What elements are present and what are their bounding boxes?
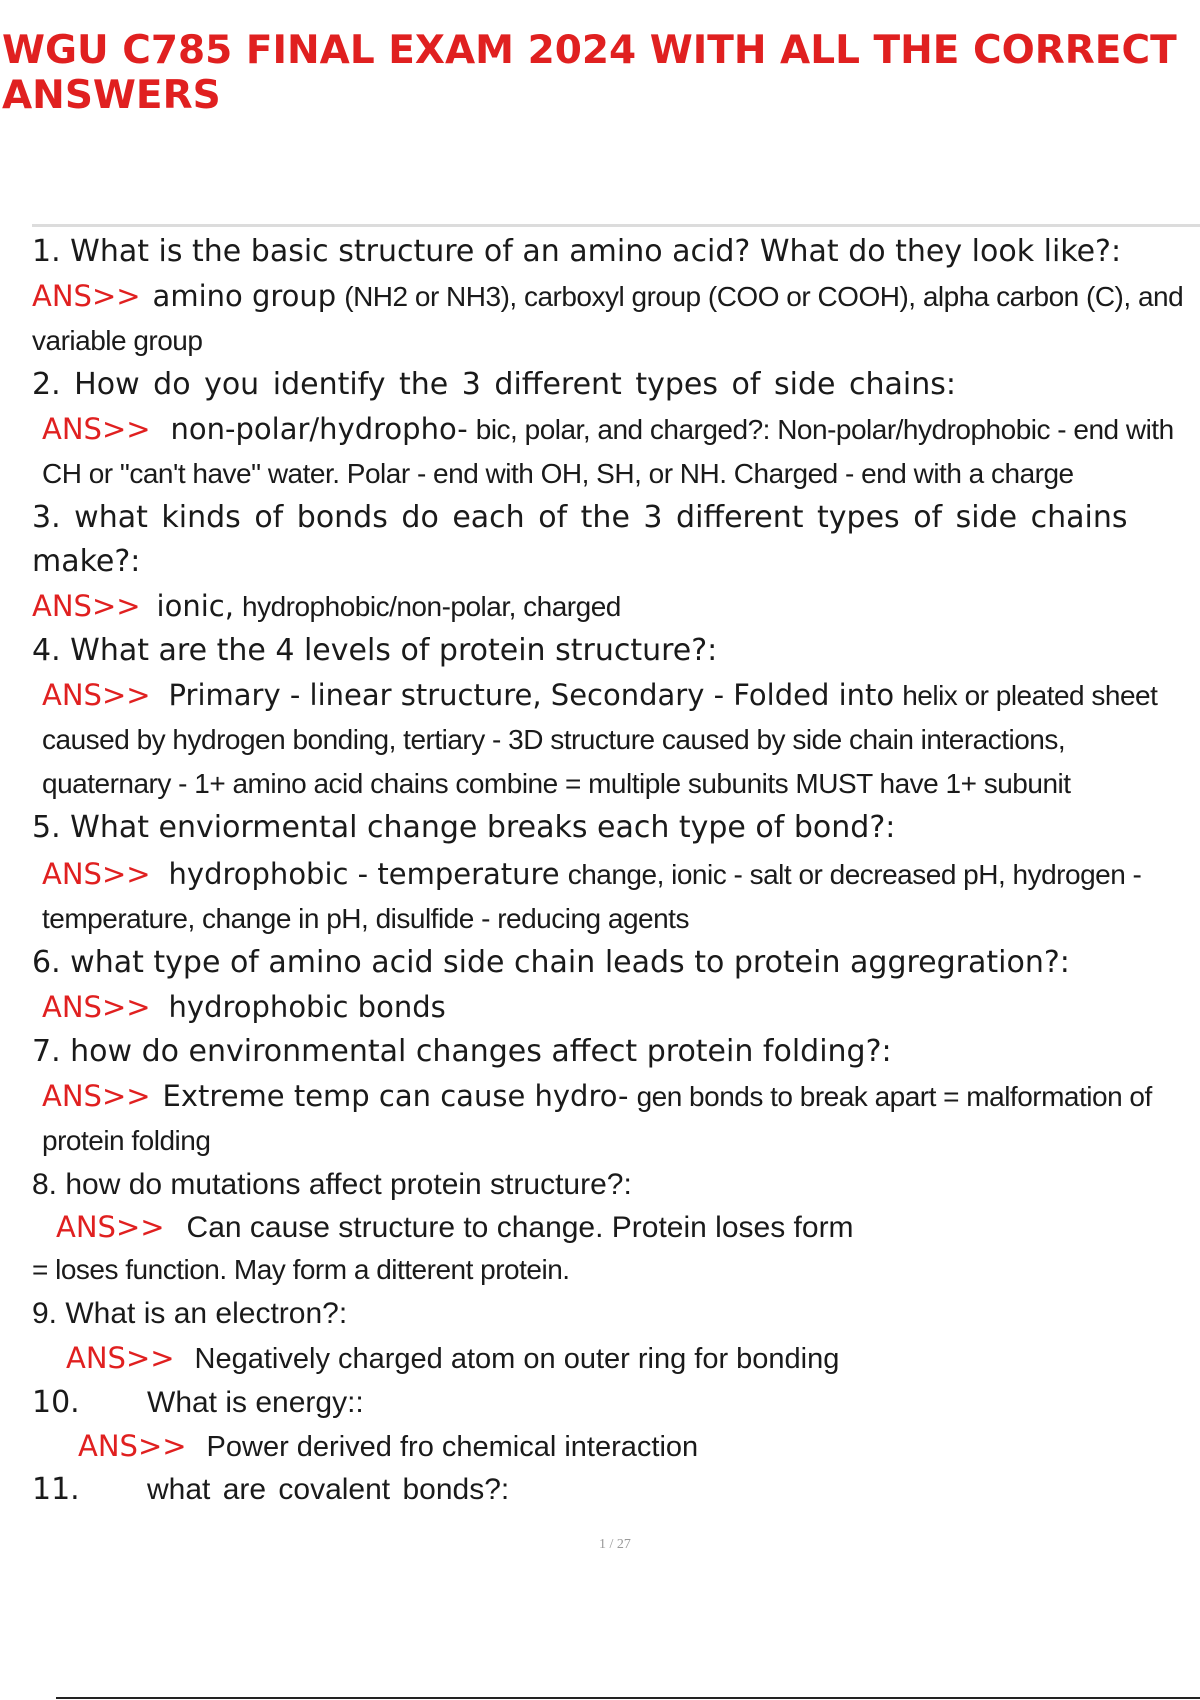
document-title: WGU C785 FINAL EXAM 2024 WITH ALL THE CORRECT ANSWERS bbox=[2, 28, 1177, 118]
qa-list bbox=[32, 230, 1192, 1512]
answer-text-main: hydrophobic bonds bbox=[168, 990, 446, 1024]
question-text: 3. what kinds of bonds do each of the 3 different types of side chains make?: bbox=[32, 500, 1128, 579]
answer-text-main: Power derived fro chemical interaction bbox=[206, 1431, 699, 1463]
answer-label: ANS>> bbox=[42, 678, 151, 712]
answer-label: ANS>> bbox=[32, 279, 141, 313]
answer-text-rest: bic, polar, and charged?: Non-polar/hydrophobic - end with CH or "can't have" water. Polar - end with OH, SH, or NH. Charged - end with a charge bbox=[42, 414, 1174, 489]
question-text: 6. what type of amino acid side chain leads to protein aggregration?: bbox=[32, 945, 1070, 980]
answer-text-main: Extreme temp can cause hydro- bbox=[162, 1079, 629, 1113]
answer-text-main: Primary - linear structure, Secondary - Folded into bbox=[168, 678, 895, 712]
qa-item bbox=[32, 1030, 1192, 1163]
answer-text-main: hydrophobic - temperature bbox=[168, 857, 560, 891]
qa-item bbox=[32, 1468, 1192, 1512]
answer-label: ANS>> bbox=[78, 1429, 187, 1463]
qa-item bbox=[32, 496, 1192, 629]
question-text: 5. What enviormental change breaks each type of bond?: bbox=[32, 810, 896, 845]
question-number: 11. bbox=[32, 1472, 80, 1507]
answer-text-rest: gen bonds to break apart = malformation of protein folding bbox=[42, 1081, 1152, 1156]
qa-item bbox=[32, 363, 1192, 496]
page-indicator: 1 / 27 bbox=[599, 1537, 631, 1552]
answer-text-rest: helix or pleated sheet caused by hydrogen bonding, tertiary - 3D structure caused by side chain interactions, quaternary - 1+ amino acid chains combine = multiple subunits MUST have 1+ subunit bbox=[42, 680, 1158, 799]
question-number: 10. bbox=[32, 1385, 80, 1420]
answer-text-main: non-polar/hydropho- bbox=[170, 412, 468, 446]
title-divider bbox=[32, 224, 1200, 227]
answer-text-main: Negatively charged atom on outer ring for bonding bbox=[194, 1343, 840, 1375]
question-text: 9. What is an electron?: bbox=[32, 1297, 348, 1330]
qa-item bbox=[32, 806, 1192, 941]
answer-text-main: amino group bbox=[152, 279, 337, 313]
answer-label: ANS>> bbox=[66, 1341, 175, 1375]
answer-label: ANS>> bbox=[32, 589, 141, 623]
page-bottom-rule bbox=[56, 1697, 1200, 1699]
answer-text-rest: change, ionic - salt or decreased pH, hydrogen - temperature, change in pH, disulfide - reducing agents bbox=[42, 859, 1142, 934]
qa-item bbox=[32, 629, 1192, 806]
answer-label: ANS>> bbox=[42, 412, 151, 446]
answer-text-main: Can cause structure to change. Protein loses form bbox=[186, 1211, 854, 1244]
qa-item bbox=[32, 1292, 1192, 1381]
qa-item bbox=[32, 1381, 1192, 1468]
question-text: what are covalent bonds?: bbox=[147, 1473, 510, 1506]
question-text: 2. How do you identify the 3 different types of side chains: bbox=[32, 367, 956, 402]
answer-text-main: ionic, bbox=[156, 589, 234, 623]
qa-item bbox=[32, 1163, 1192, 1292]
qa-item bbox=[32, 230, 1192, 363]
answer-label: ANS>> bbox=[42, 990, 151, 1024]
question-text: 8. how do mutations affect protein structure?: bbox=[32, 1168, 632, 1201]
answer-text-rest: (NH2 or NH3), carboxyl group (COO or COOH), alpha carbon (C), and variable group bbox=[32, 281, 1184, 356]
answer-label: ANS>> bbox=[42, 1079, 151, 1113]
question-text: What is energy:: bbox=[147, 1386, 364, 1419]
answer-label: ANS>> bbox=[56, 1210, 165, 1244]
question-text: 7. how do environmental changes affect protein folding?: bbox=[32, 1034, 892, 1069]
question-text: 4. What are the 4 levels of protein structure?: bbox=[32, 633, 718, 668]
answer-text-rest: hydrophobic/non-polar, charged bbox=[242, 591, 621, 622]
answer-label: ANS>> bbox=[42, 857, 151, 891]
question-text: 1. What is the basic structure of an amino acid? What do they look like?: bbox=[32, 234, 1122, 269]
qa-item bbox=[32, 941, 1192, 1030]
answer-text-rest: = loses function. May form a ditterent protein. bbox=[32, 1254, 570, 1285]
